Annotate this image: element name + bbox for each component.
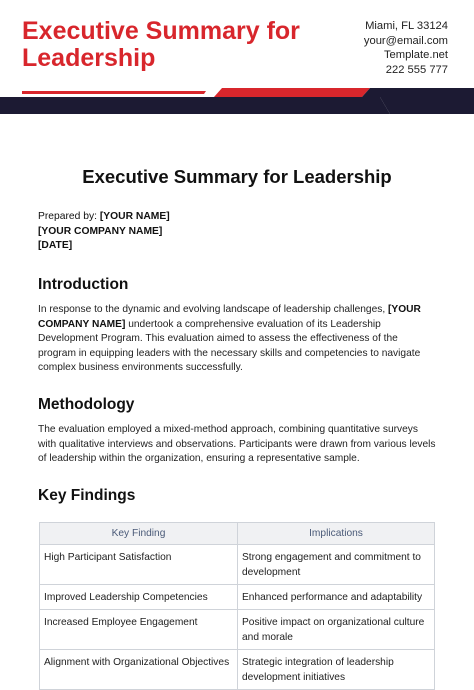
dark-band-top: [362, 88, 474, 97]
prepared-by-block: [38, 210, 170, 254]
contact-phone: 222 555 777: [385, 63, 448, 76]
table-cell: Alignment with Organizational Objectives: [40, 650, 238, 690]
key-findings-table: [39, 522, 435, 690]
contact-website: Template.net: [383, 49, 448, 61]
methodology-heading: Methodology: [38, 396, 135, 413]
dark-band-right: [380, 97, 474, 114]
contact-block: [364, 19, 448, 77]
table-row: [40, 610, 435, 650]
table-cell: Enhanced performance and adaptability: [238, 585, 435, 610]
red-accent-line: [22, 91, 206, 94]
prepared-by-label: Prepared by:: [38, 211, 97, 222]
company-name: [YOUR COMPANY NAME]: [38, 225, 163, 237]
table-header-row: [40, 523, 435, 545]
table-row: [40, 650, 435, 690]
key-findings-heading: Key Findings: [38, 487, 136, 504]
table-row: [40, 585, 435, 610]
column-header-key-finding: Key Finding: [40, 523, 238, 545]
document-date: [DATE]: [38, 240, 73, 251]
introduction-paragraph: In response to the dynamic and evolving landscape of leadership challenges, [YOUR COMPANY NAME] undertook a comprehensive evaluation of its Leadership Development Program. This evaluation aimed to assess the effectiveness of the program in equipping leaders with the necessary skills and competencies to navigate complex business environments successfully.: [38, 304, 421, 374]
document-title: Executive Summary for Leadership: [82, 166, 392, 187]
dark-band-bottom: [0, 97, 390, 114]
methodology-paragraph: The evaluation employed a mixed-method approach, combining quantitative surveys with qualitative interviews and observations. Participants were drawn from various levels of leadership within the organization, ensuring a representative sample.: [38, 424, 436, 465]
table-row: [40, 545, 435, 585]
prepared-by-line: [38, 210, 170, 225]
introduction-heading: Introduction: [38, 276, 129, 293]
contact-email: your@email.com: [363, 34, 448, 47]
table-cell: High Participant Satisfaction: [40, 545, 238, 585]
prepared-by-name: [YOUR NAME]: [99, 211, 170, 222]
brand-title: Executive Summary for Leadership: [22, 17, 300, 72]
table-cell: Strategic integration of leadership development initiatives: [238, 650, 435, 690]
contact-address: Miami, FL 33124: [365, 20, 448, 32]
table-cell: Increased Employee Engagement: [40, 610, 238, 650]
table-cell: Positive impact on organizational culture and morale: [238, 610, 435, 650]
header-decorative-bars: [0, 82, 474, 118]
red-accent-band: [214, 88, 370, 97]
page-header: [0, 0, 474, 118]
table-cell: Improved Leadership Competencies: [40, 585, 238, 610]
column-header-implications: Implications: [238, 523, 435, 545]
company-placeholder: [YOUR COMPANY NAME]: [38, 304, 421, 330]
table-cell: Strong engagement and commitment to development: [238, 545, 435, 585]
